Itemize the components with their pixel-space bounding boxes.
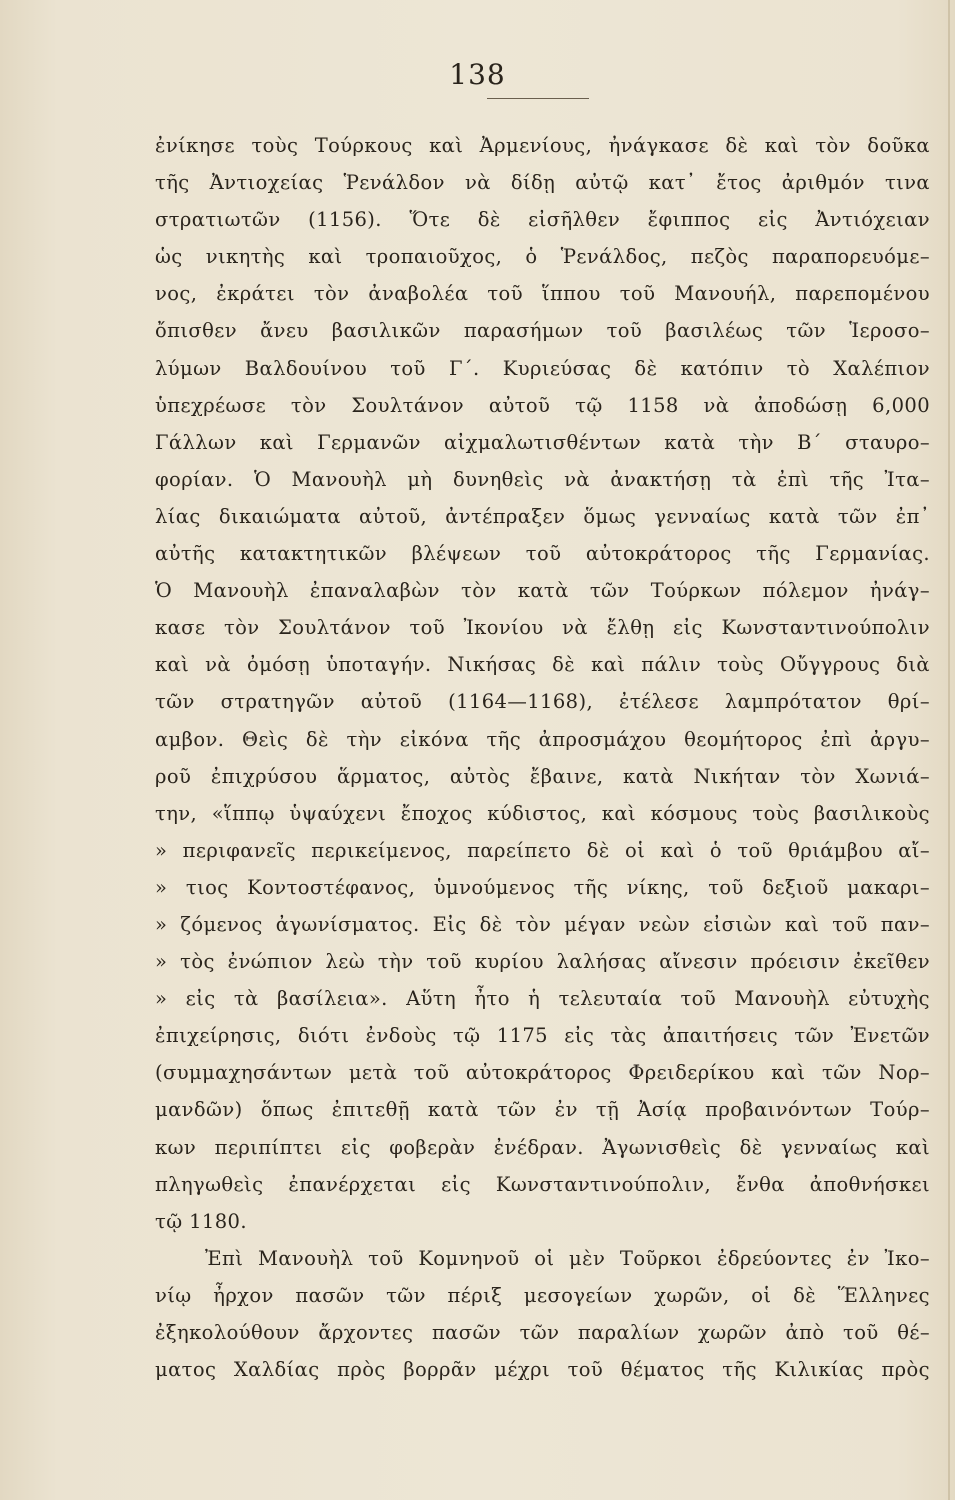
text-line: » περιφανεῖς περικείμενος, παρείπετο δὲ οἱ καὶ ὁ τοῦ θριάμβου αἴ– [155,838,930,862]
text-line: την, «ἵππῳ ὑψαύχενι ἔποχος κύδιστος, καὶ κόσμους τοὺς βασιλικοὺς [155,801,930,825]
body-text [155,127,930,1388]
text-line: ὡς νικητὴς καὶ τροπαιοῦχος, ὁ Ῥενάλδος, πεζὸς παραπορευόμε– [155,245,930,269]
text-line: μανδῶν) ὅπως ἐπιτεθῇ κατὰ τῶν ἐν τῇ Ἀσίᾳ προβαινόντων Τούρ– [155,1098,930,1122]
text-line: λύμων Βαλδουίνου τοῦ Γ΄. Κυριεύσας δὲ κατόπιν τὸ Χαλέπιον [155,356,930,380]
paragraph-first-line: Ἐπὶ Μανουὴλ τοῦ Κομνηνοῦ οἱ μὲν Τοῦρκοι ἐδρεύοντες ἐν Ἰκο– [205,1246,930,1270]
text-line: (συμμαχησάντων μετὰ τοῦ αὐτοκράτορος Φρειδερίκου καὶ τῶν Νορ– [155,1061,930,1085]
text-line: στρατιωτῶν (1156). Ὅτε δὲ εἰσῆλθεν ἔφιππος εἰς Ἀντιόχειαν [155,208,930,232]
text-line: φορίαν. Ὁ Μανουὴλ μὴ δυνηθεὶς νὰ ἀνακτήσῃ τὰ ἐπὶ τῆς Ἰτα– [155,467,930,491]
text-line: πληγωθεὶς ἐπανέρχεται εἰς Κωνσταντινούπολιν, ἔνθα ἀποθνήσκει [155,1172,930,1196]
text-line: Γάλλων καὶ Γερμανῶν αἰχμαλωτισθέντων κατὰ τὴν Β΄ σταυρο– [155,430,930,454]
text-line: » τιος Κοντοστέφανος, ὑμνούμενος τῆς νίκης, τοῦ δεξιοῦ μακαρι– [155,875,930,899]
text-line: ἐνίκησε τοὺς Τούρκους καὶ Ἀρμενίους, ἠνάγκασε δὲ καὶ τὸν δοῦκα [155,134,930,157]
text-line: κασε τὸν Σουλτάνον τοῦ Ἰκονίου νὰ ἔλθῃ εἰς Κωνσταντινούπολιν [155,616,930,640]
text-line: καὶ νὰ ὀμόσῃ ὑποταγήν. Νικήσας δὲ καὶ πάλιν τοὺς Οὔγγρους διὰ [155,653,930,677]
text-line: » τὸς ἐνώπιον λεὼ τὴν τοῦ κυρίου λαλήσας αἴνεσιν πρόεισιν ἐκεῖθεν [155,950,930,974]
text-line: τῶν στρατηγῶν αὐτοῦ (1164—1168), ἐτέλεσε λαμπρότατον θρί– [155,690,930,714]
text-line: ἐξηκολούθουν ἄρχοντες πασῶν τῶν παραλίων χωρῶν ἀπὸ τοῦ θέ– [155,1321,930,1344]
text-line: τῷ 1180. [155,1209,247,1233]
text-line: κων περιπίπτει εἰς φοβερὰν ἐνέδραν. Ἀγωνισθεὶς δὲ γενναίως καὶ [155,1135,930,1159]
text-line: » εἰς τὰ βασίλεια». Αὕτη ἦτο ἡ τελευταία τοῦ Μανουὴλ εὐτυχὴς [155,987,930,1011]
text-line: ροῦ ἐπιχρύσου ἅρματος, αὐτὸς ἔβαινε, κατὰ Νικήταν τὸν Χωνιά– [155,764,930,788]
text-line: ὄπισθεν ἄνευ βασιλικῶν παρασήμων τοῦ βασιλέως τῶν Ἱεροσο– [155,319,930,343]
text-line: » ζόμενος ἀγωνίσματος. Εἰς δὲ τὸν μέγαν νεὼν εἰσιὼν καὶ τοῦ παν– [155,912,930,936]
text-line: αμβον. Θεὶς δὲ τὴν εἰκόνα τῆς ἀπροσμάχου θεομήτορος ἐπὶ ἀργυ– [155,727,930,751]
text-line: αὐτῆς κατακτητικῶν βλέψεων τοῦ αὐτοκράτορος τῆς Γερμανίας. [155,542,930,566]
text-line: ὑπεχρέωσε τὸν Σουλτάνον αὐτοῦ τῷ 1158 νὰ ἀποδώσῃ 6,000 [155,393,930,417]
text-line: ματος Χαλδίας πρὸς βορρᾶν μέχρι τοῦ θέματος τῆς Κιλικίας πρὸς [155,1358,930,1382]
page-number: 138 [449,58,506,91]
page-number-rule [487,98,589,99]
text-line: νίῳ ἦρχον πασῶν τῶν πέριξ μεσογείων χωρῶν, οἱ δὲ Ἕλληνες [155,1283,930,1307]
text-line: Ὁ Μανουὴλ ἐπαναλαβὼν τὸν κατὰ τῶν Τούρκων πόλεμον ἠνάγ– [155,579,930,603]
text-line: ἐπιχείρησις, διότι ἐνδοὺς τῷ 1175 εἰς τὰς ἀπαιτήσεις τῶν Ἐνετῶν [155,1024,930,1048]
text-line: νος, ἐκράτει τὸν ἀναβολέα τοῦ ἵππου τοῦ Μανουήλ, παρεπομένου [155,282,930,306]
text-line: τῆς Ἀντιοχείας Ῥενάλδον νὰ δίδῃ αὐτῷ κατ᾽ ἔτος ἀριθμόν τινα [155,171,930,195]
page-edge [948,0,950,1500]
text-line: λίας δικαιώματα αὐτοῦ, ἀντέπραξεν ὅμως γενναίως κατὰ τῶν ἐπ᾽ [155,504,930,528]
